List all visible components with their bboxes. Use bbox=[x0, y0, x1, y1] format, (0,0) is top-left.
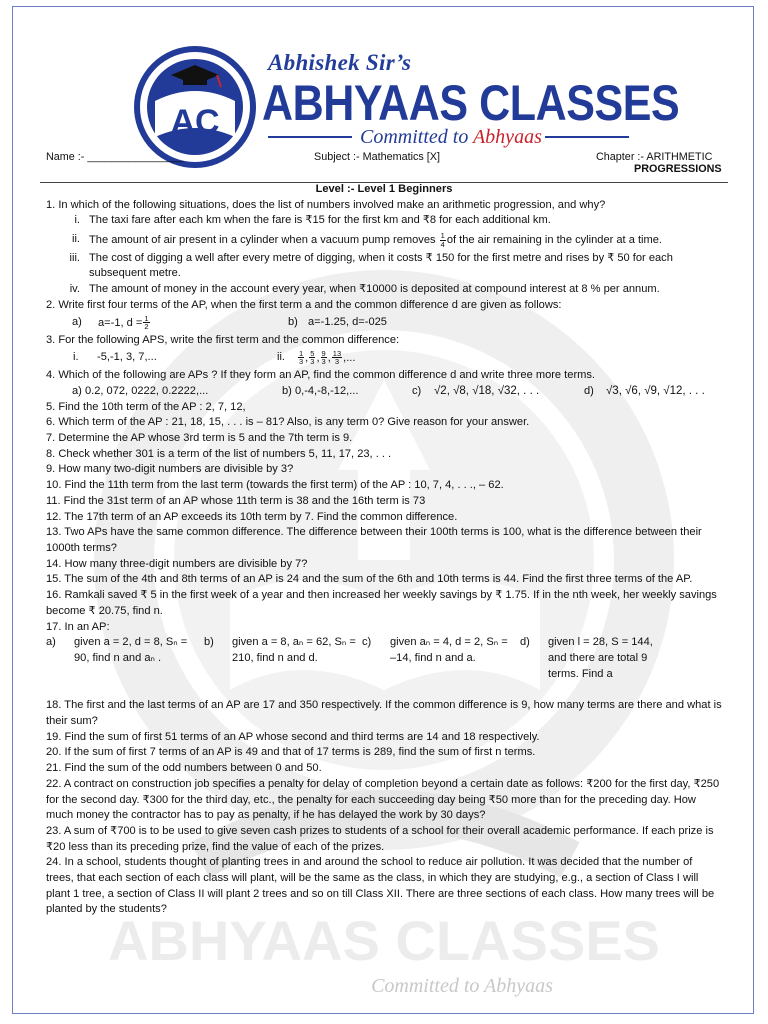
question-item: 6. Which term of the AP : 21, 18, 15, . . . is – 81? Also, is any term 0? Give reason for your answer. bbox=[46, 416, 530, 429]
question-item: 11. Find the 31st term of an AP whose 11th term is 38 and the 16th term is 73 bbox=[46, 494, 426, 507]
tagline-rule-left bbox=[268, 136, 352, 138]
watermark-brand-text: ABHYAAS CLASSES bbox=[108, 909, 660, 972]
logo-letters: AC bbox=[170, 103, 220, 141]
fraction: $\frac{1}{3}$ bbox=[299, 348, 304, 367]
fraction: $\frac{1}{4}$ bbox=[440, 231, 445, 249]
question-4-options: a) 0.2, 072, 0222, 0.2222,... b) 0,-4,-8,-12,... c) √2, √8, √18, √32, . . . d) √3, √6, √9, √12, . . . bbox=[72, 384, 705, 397]
brand-owner: Abhishek Sir’s bbox=[268, 50, 412, 75]
fraction: $\frac{9}{3}$ bbox=[321, 348, 326, 367]
tagline-rule-right bbox=[545, 136, 629, 138]
question-item: 14. How many three-digit numbers are divisible by 7? bbox=[46, 557, 308, 570]
question-3: 3. For the following APS, write the first term and the common difference: bbox=[46, 333, 400, 346]
question-item: 7. Determine the AP whose 3rd term is 5 and the 7th term is 9. bbox=[46, 432, 353, 445]
tagline-highlight: Abhyaas bbox=[472, 126, 542, 148]
question-2: 2. Write first four terms of the AP, when the first term a and the common difference d are given as follows: bbox=[46, 298, 562, 311]
question-item: 10. Find the 11th term from the last term (towards the first term) of the AP : 10, 7, 4, . . ., – 62. bbox=[46, 479, 504, 492]
brand-name: ABHYAAS CLASSES bbox=[262, 75, 680, 131]
tagline-prefix: Committed to bbox=[360, 126, 473, 148]
question-3-options: i. -5,-1, 3, 7,... ii. $\frac{1}{3}$ , $\frac{5}{3}$ , $\frac{9}{3}$ , $\frac{13}{3}$ ,... bbox=[73, 348, 356, 367]
chapter-line-2: PROGRESSIONS bbox=[634, 163, 722, 175]
question-1-item: ii. The amount of air present in a cylinder when a vacuum pump removes $\frac{1}{4}$ of the air remaining in the cylinder at a time. bbox=[71, 231, 663, 249]
question-item: 15. The sum of the 4th and 8th terms of an AP is 24 and the sum of the 6th and 10th terms is 44. Find the first three terms of the AP. bbox=[46, 573, 693, 586]
question-4: 4. Which of the following are APs ? If they form an AP, find the common difference d and write three more terms. bbox=[46, 369, 596, 382]
question-item: 5. Find the 10th term of the AP : 2, 7, 12, bbox=[46, 400, 246, 413]
question-17-parts: a) given a = 2, d = 8, Sₙ = 90, find n and aₙ . b) given a = 8, aₙ = 62, Sₙ = 210, find n and d. c) given aₙ = 4, d = 2, Sₙ = –14, find n and a. d) given l = 28, S = 144, and there are total 9 terms. Find a bbox=[46, 636, 653, 680]
question-item: 9. How many two-digit numbers are divisible by 3? bbox=[46, 463, 294, 476]
question-item: 24. In a school, students thought of planting trees in and around the school to reduce air pollution. It was decided that the number of trees, that each section of each class will plant, will be the same as the class, in which they are studying, e.g., a section of Class I will plant 1 tree, a section of Class II will plant 2 trees and so on till Class XII. There are three sections of each class. How many trees will be planted by the students? bbox=[46, 856, 715, 916]
question-1-item: i. The taxi fare after each km when the fare is ₹15 for the first km and ₹8 for each additional km. bbox=[74, 214, 551, 227]
question-item: 21. Find the sum of the odd numbers between 0 and 50. bbox=[46, 762, 322, 775]
fraction: $\frac{5}{3}$ bbox=[310, 348, 315, 367]
question-item: 22. A contract on construction job specifies a penalty for delay of completion beyond a certain date as follows: ₹200 for the first day, ₹250 for the second day. ₹300 for the third day, etc., the penalty for each succeeding day being ₹50 more than for the preceding day. How much money the contractor has to pay as penalty, if he has delayed the work by 30 days? bbox=[46, 777, 720, 822]
question-item: 18. The first and the last terms of an AP are 17 and 350 respectively. If the common difference is 9, how many terms are there and what is their sum? bbox=[46, 699, 722, 728]
question-1-item: iii. The cost of digging a well after every metre of digging, when it costs ₹ 150 for the first metre and rises by ₹ 50 for each subsequent metre. bbox=[69, 251, 673, 280]
fraction-sequence: $\frac{1}{3}$ , $\frac{5}{3}$ , $\frac{9}{3}$ , $\frac{13}{3}$ ,... bbox=[299, 348, 356, 367]
questions-group-b bbox=[46, 698, 722, 918]
question-item: 19. Find the sum of first 51 terms of an AP whose second and third terms are 14 and 18 respectively. bbox=[46, 730, 540, 743]
student-name-field: Name :- ________________ bbox=[46, 151, 184, 163]
question-item: 8. Check whether 301 is a term of the list of numbers 5, 11, 17, 23, . . . bbox=[46, 447, 392, 460]
fraction: $\frac{13}{3}$ bbox=[332, 348, 342, 367]
question-item: 12. The 17th term of an AP exceeds its 10th term by 7. Find the common difference. bbox=[46, 510, 458, 523]
question-2-options: a) a=-1, d = $\frac{1}{2}$ b) a=-1.25, d=-025 bbox=[72, 313, 387, 332]
question-item: 13. Two APs have the same common difference. The difference between their 100th terms is 100, what is the difference between their 1000th terms? bbox=[46, 526, 702, 554]
question-item: 16. Ramkali saved ₹ 5 in the first week of a year and then increased her weekly savings by ₹ 1.75. If in the nth week, her weekly savings become ₹ 20.75, find n. bbox=[46, 589, 717, 617]
question-1-item: iv. The amount of money in the account every year, when ₹10000 is deposited at compound interest at 8 % per annum. bbox=[69, 283, 660, 296]
level-heading: Level :- Level 1 Beginners bbox=[315, 183, 453, 195]
brand-tagline bbox=[360, 126, 542, 149]
question-item: 20. If the sum of first 7 terms of an AP is 49 and that of 17 terms is 289, find the sum of first n terms. bbox=[46, 746, 536, 759]
question-item: 23. A sum of ₹700 is to be used to give seven cash prizes to students of a school for their overall academic performance. If each prize is ₹20 less than its preceding prize, find the value of each of the prizes. bbox=[46, 824, 714, 853]
fraction: $\frac{1}{2}$ bbox=[144, 313, 149, 332]
sequence-tail: ,... bbox=[343, 351, 356, 364]
chapter-label bbox=[596, 151, 722, 175]
question-17: 17. In an AP: bbox=[46, 620, 110, 633]
watermark-tagline: Committed to Abhyaas bbox=[371, 975, 553, 997]
chapter-line-1: Chapter :- ARITHMETIC bbox=[596, 151, 713, 163]
question-list bbox=[46, 182, 722, 918]
subject-label: Subject :- Mathematics [X] bbox=[314, 151, 441, 163]
question-1: 1. In which of the following situations, does the list of numbers involved make an arithmetic progression, and why? bbox=[46, 198, 606, 211]
questions-group-a bbox=[46, 400, 722, 620]
